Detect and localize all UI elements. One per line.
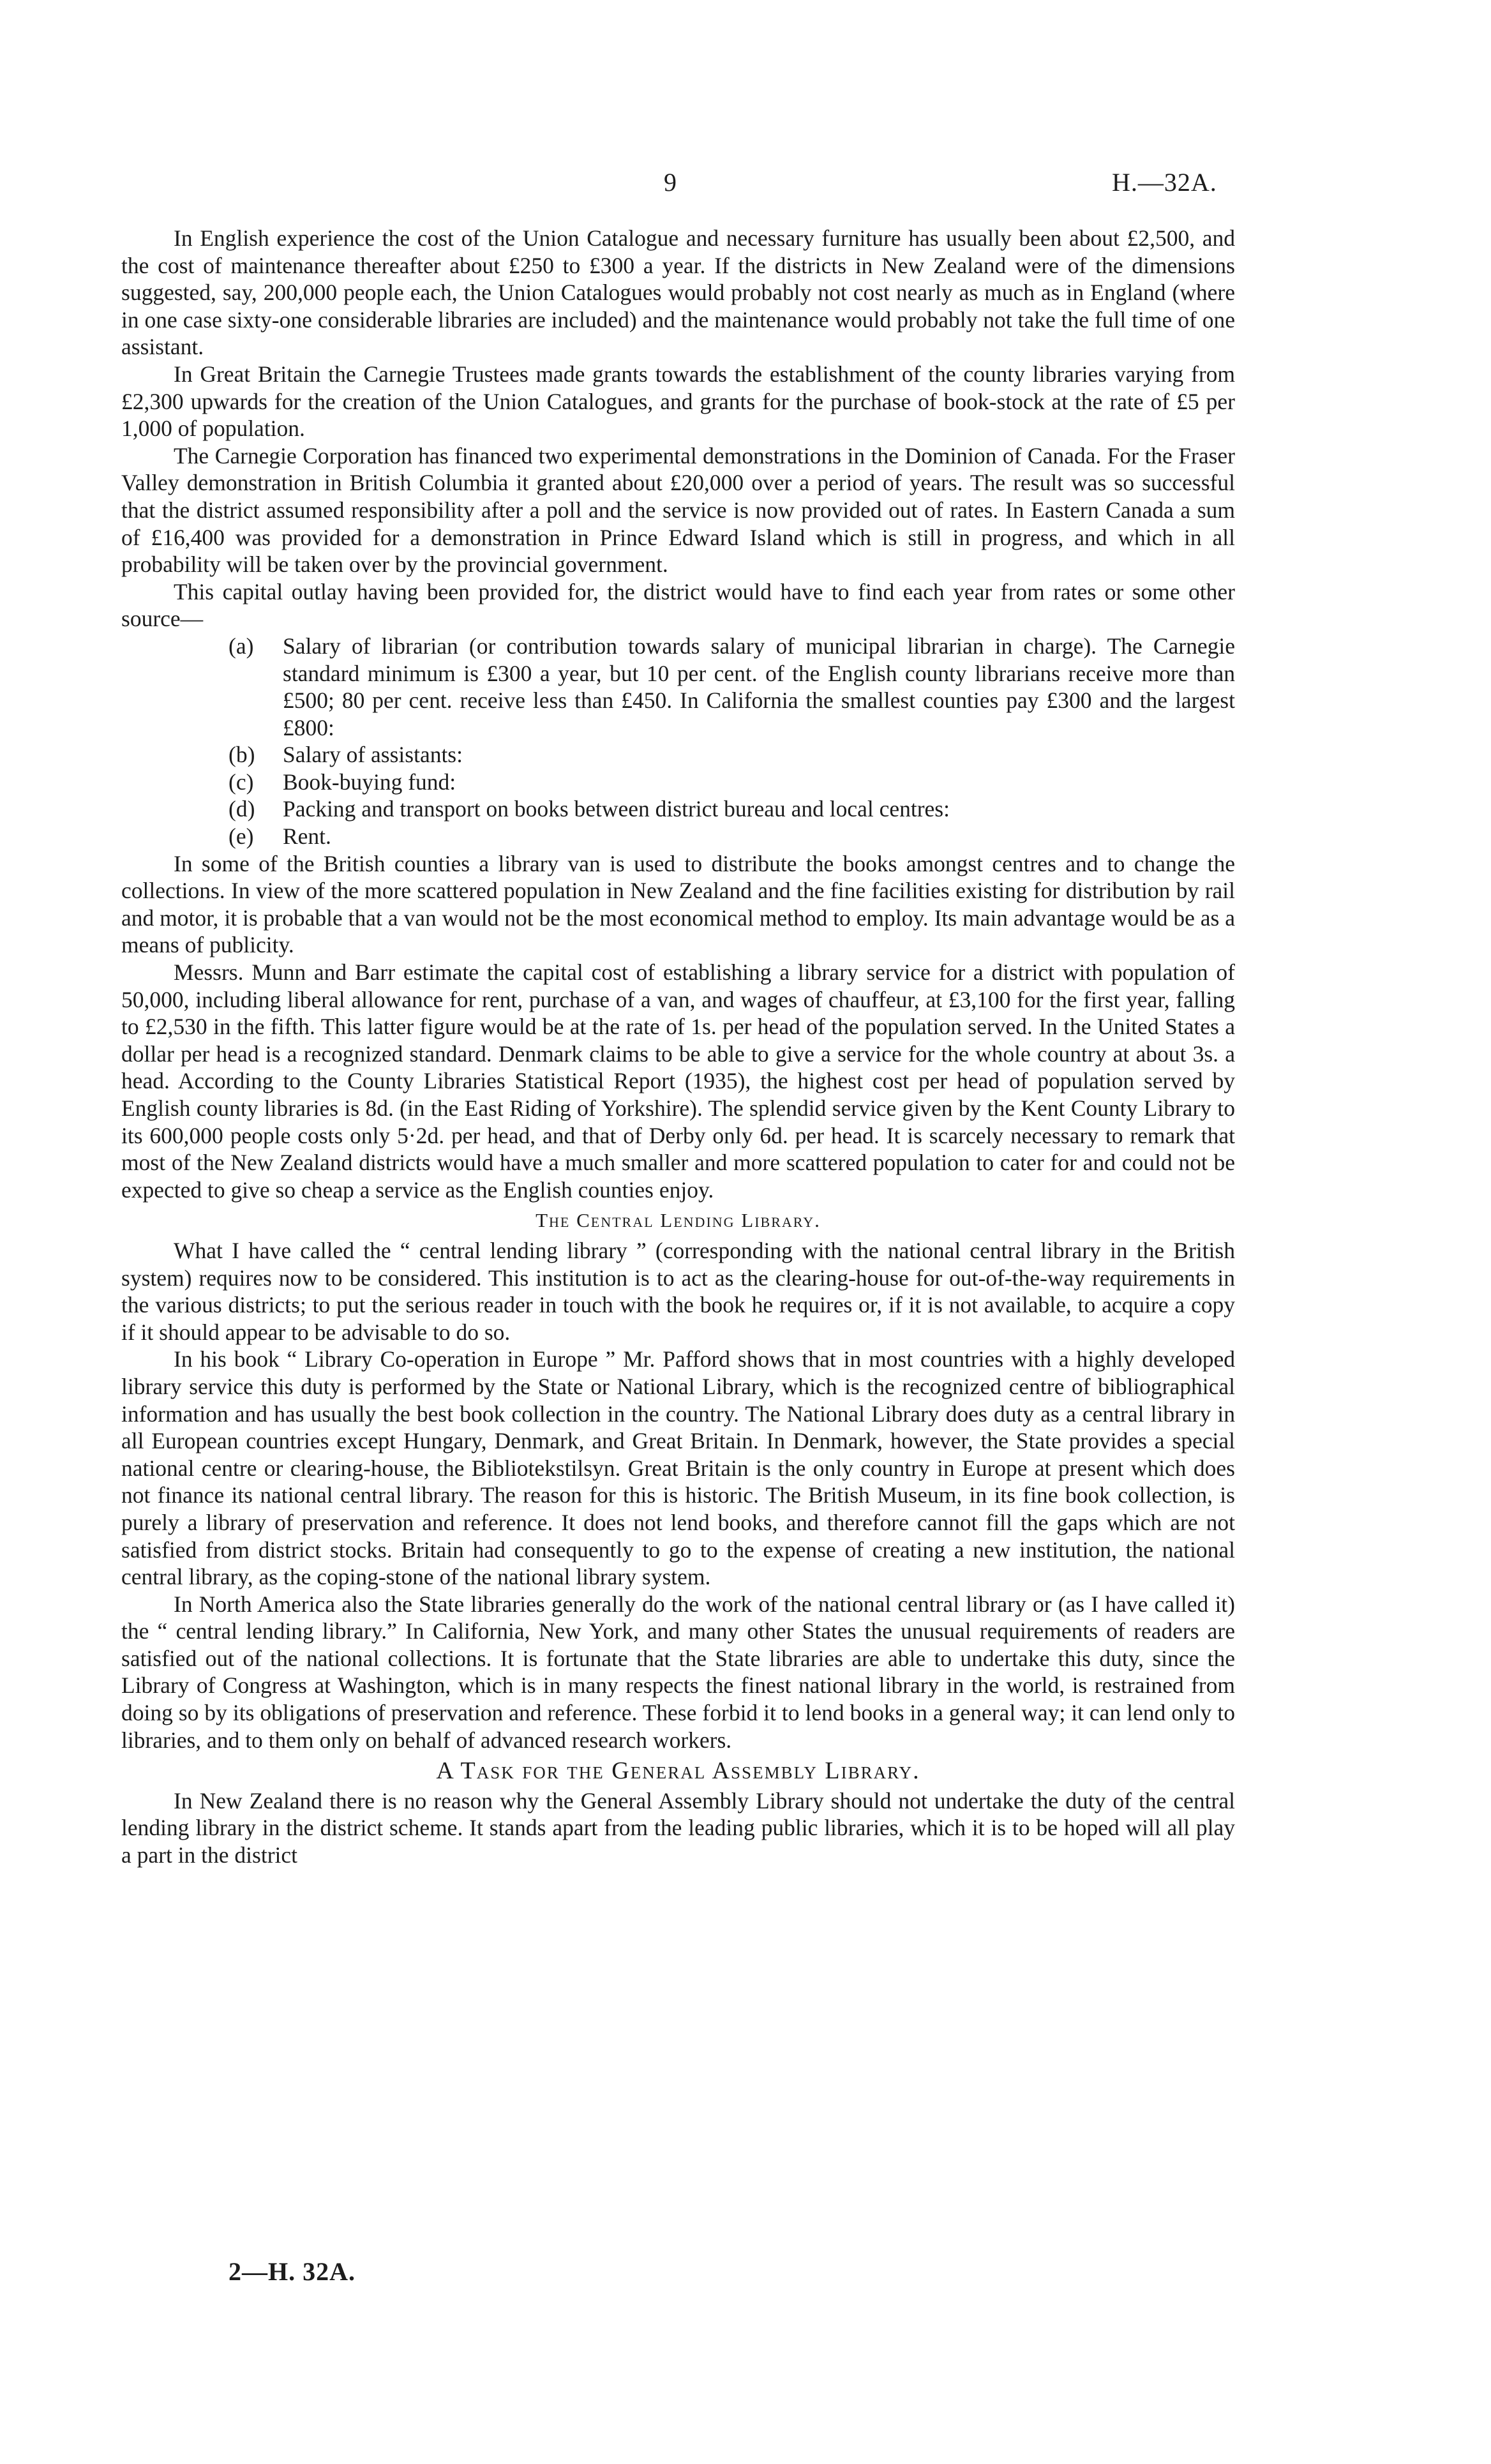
section-heading: The Central Lending Library. — [536, 1209, 821, 1232]
list-item-text: Salary of librarian (or contribution towards salary of municipal librarian in charge). The Carnegie standard minimum is £300 a year, but 10 per cent. of the English county librarians receive more than £500; 80 per cent. receive less than £450. In California the smallest counties pay £300 and the largest £800: — [283, 633, 1235, 740]
cost-items-list — [121, 633, 1235, 850]
paragraph: What I have called the “ central lending library ” (corresponding with the national central library in the British system) requires now to be considered. This institution is to act as the clearing-house for out-of-the-way requirements in the various districts; to put the serious reader in touch with the book he requires or, if it is not available, to acquire a copy if it should appear to be advisable to do so. — [121, 1237, 1235, 1345]
paragraph: In North America also the State libraries generally do the work of the national central library or (as I have called it) the “ central lending library.” In California, New York, and many other States the unusual requirements of readers are satisfied out of the national collections. It is fortunate that the State libraries are able to undertake this duty, since the Library of Congress at Washington, which is in many respects the finest national library in the world, is restrained from doing so by its obligations of preservation and reference. These forbid it to lend books in a general way; it can lend only to libraries, and to them only on behalf of advanced research workers. — [121, 1591, 1235, 1753]
paragraph: In his book “ Library Co-operation in Europe ” Mr. Pafford shows that in most countries with a highly developed library service this duty is performed by the State or National Library, which is the recognized centre of bibliographical information and has usually the best book collection in the country. The National Library does duty as a central library in all European countries except Hungary, Denmark, and Great Britain. In Denmark, however, the State provides a special national centre or clearing-house, the Bibliotekstilsyn. Great Britain is the only country in Europe at present which does not finance its national central library. The reason for this is historic. The British Museum, in its fine book collection, is purely a library of preservation and reference. It does not lend books, and therefore cannot fill the gaps which are not satisfied from district stocks. Britain had consequently to go to the expense of creating a new institution, the national central library, as the coping-stone of the national library system. — [121, 1346, 1235, 1590]
paragraph: In some of the British counties a library van is used to distribute the books amongst centres and to change the collections. In view of the more scattered population in New Zealand and the fine facilities existing for distribution by rail and motor, it is probable that a van would not be the most economical method to employ. Its main advantage would be as a means of publicity. — [121, 850, 1235, 958]
document-reference: H.—32A. — [1112, 168, 1217, 197]
list-item-text: Rent. — [283, 823, 331, 850]
paragraph: In English experience the cost of the Union Catalogue and necessary furniture has usually been about £2,500, and the cost of maintenance thereafter about £250 to £300 a year. If the districts in New Zealand were of the dimensions suggested, say, 200,000 people each, the Union Catalogues would probably not cost nearly as much as in England (where in one case sixty-one considerable libraries are included) and the maintenance would probably not take the full time of one assistant. — [121, 225, 1235, 360]
page-number: 9 — [664, 168, 677, 197]
list-item-text: Salary of assistants: — [283, 742, 463, 768]
list-item-text: Book-buying fund: — [283, 769, 456, 795]
list-item-label: (d) — [229, 796, 255, 822]
list-item-label: (e) — [229, 823, 254, 850]
list-item-text: Packing and transport on books between district bureau and local centres: — [283, 796, 950, 822]
list-item — [121, 795, 1235, 823]
paragraph: In Great Britain the Carnegie Trustees made grants towards the establishment of the county libraries varying from £2,300 upwards for the creation of the Union Catalogues, and grants for the purchase of book-stock at the rate of £5 per 1,000 of population. — [121, 361, 1235, 442]
paragraph: Messrs. Munn and Barr estimate the capital cost of establishing a library service for a district with population of 50,000, including liberal allowance for rent, purchase of a van, and wages of chauffeur, at £3,100 for the first year, falling to £2,530 in the fifth. This latter figure would be at the rate of 1s. per head of the population served. In the United States a dollar per head is a recognized standard. Denmark claims to be able to give a service for the whole country at about 3s. a head. According to the County Libraries Statistical Report (1935), the highest cost per head of population served by English county libraries is 8d. (in the East Riding of Yorkshire). The splendid service given by the Kent County Library to its 600,000 people costs only 5·2d. per head, and that of Derby only 6d. per head. It is scarcely necessary to remark that most of the New Zealand districts would have a much smaller and more scattered population to cater for and could not be expected to give so cheap a service as the English counties enjoy. — [121, 959, 1235, 1203]
list-item — [121, 769, 1235, 796]
paragraph: This capital outlay having been provided for, the district would have to find each year from rates or some other source— — [121, 578, 1235, 632]
paragraph: The Carnegie Corporation has financed two experimental demonstrations in the Dominion of Canada. For the Fraser Valley demonstration in British Columbia it granted about £20,000 over a period of years. The result was so successful that the district assumed responsibility after a poll and the service is now provided out of rates. In Eastern Canada a sum of £16,400 was provided for a demonstration in Prince Edward Island which is still in progress, and which in all probability will be taken over by the provincial government. — [121, 442, 1235, 578]
document-body — [121, 225, 1235, 1869]
section-heading: A Task for the General Assembly Library. — [436, 1757, 920, 1785]
list-item-label: (b) — [229, 742, 255, 768]
list-item-label: (c) — [229, 769, 254, 795]
list-item — [121, 633, 1235, 741]
list-item — [121, 741, 1235, 769]
paragraph: In New Zealand there is no reason why the General Assembly Library should not undertake the duty of the central lending library in the district scheme. It stands apart from the leading public libraries, which it is to be hoped will all play a part in the district — [121, 1787, 1235, 1868]
list-item — [121, 823, 1235, 850]
signature-mark: 2—H. 32A. — [229, 2257, 356, 2286]
list-item-label: (a) — [229, 633, 254, 659]
